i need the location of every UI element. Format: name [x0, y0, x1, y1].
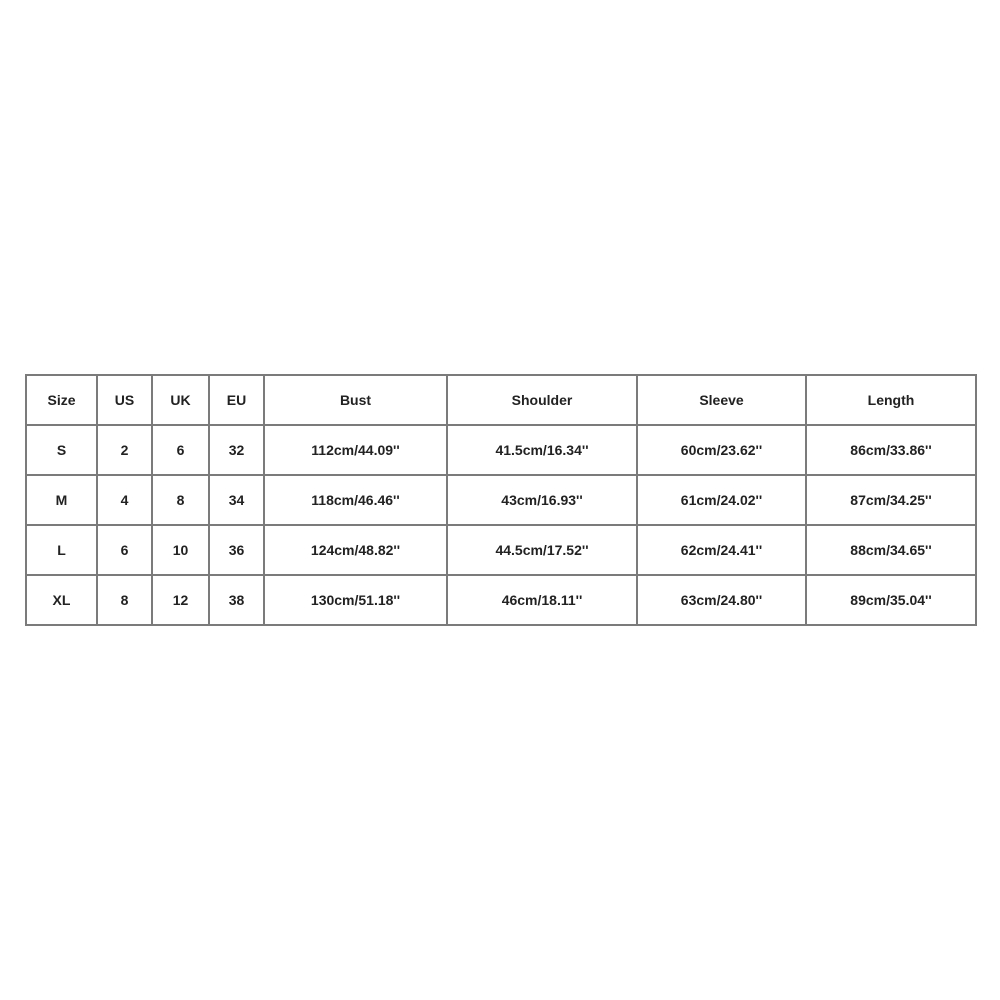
- cell-size: L: [26, 525, 97, 575]
- cell-us: 4: [97, 475, 152, 525]
- cell-us: 8: [97, 575, 152, 625]
- cell-shoulder: 43cm/16.93'': [447, 475, 637, 525]
- cell-shoulder: 41.5cm/16.34'': [447, 425, 637, 475]
- table-row: [26, 575, 976, 625]
- cell-length: 88cm/34.65'': [806, 525, 976, 575]
- size-chart-table: [25, 374, 977, 626]
- cell-eu: 34: [209, 475, 264, 525]
- header-uk: UK: [152, 375, 209, 425]
- cell-bust: 118cm/46.46'': [264, 475, 447, 525]
- table-row: [26, 475, 976, 525]
- cell-sleeve: 63cm/24.80'': [637, 575, 806, 625]
- table-row: [26, 525, 976, 575]
- cell-us: 6: [97, 525, 152, 575]
- header-us: US: [97, 375, 152, 425]
- cell-bust: 124cm/48.82'': [264, 525, 447, 575]
- table-row: [26, 425, 976, 475]
- header-length: Length: [806, 375, 976, 425]
- header-size: Size: [26, 375, 97, 425]
- table-header-row: [26, 375, 976, 425]
- cell-uk: 10: [152, 525, 209, 575]
- cell-us: 2: [97, 425, 152, 475]
- cell-sleeve: 60cm/23.62'': [637, 425, 806, 475]
- cell-length: 86cm/33.86'': [806, 425, 976, 475]
- cell-size: S: [26, 425, 97, 475]
- cell-sleeve: 61cm/24.02'': [637, 475, 806, 525]
- cell-eu: 36: [209, 525, 264, 575]
- header-bust: Bust: [264, 375, 447, 425]
- cell-size: M: [26, 475, 97, 525]
- cell-eu: 32: [209, 425, 264, 475]
- cell-uk: 6: [152, 425, 209, 475]
- cell-uk: 8: [152, 475, 209, 525]
- cell-bust: 112cm/44.09'': [264, 425, 447, 475]
- cell-length: 87cm/34.25'': [806, 475, 976, 525]
- cell-bust: 130cm/51.18'': [264, 575, 447, 625]
- header-eu: EU: [209, 375, 264, 425]
- cell-shoulder: 44.5cm/17.52'': [447, 525, 637, 575]
- cell-uk: 12: [152, 575, 209, 625]
- cell-size: XL: [26, 575, 97, 625]
- header-sleeve: Sleeve: [637, 375, 806, 425]
- cell-shoulder: 46cm/18.11'': [447, 575, 637, 625]
- cell-eu: 38: [209, 575, 264, 625]
- cell-length: 89cm/35.04'': [806, 575, 976, 625]
- cell-sleeve: 62cm/24.41'': [637, 525, 806, 575]
- header-shoulder: Shoulder: [447, 375, 637, 425]
